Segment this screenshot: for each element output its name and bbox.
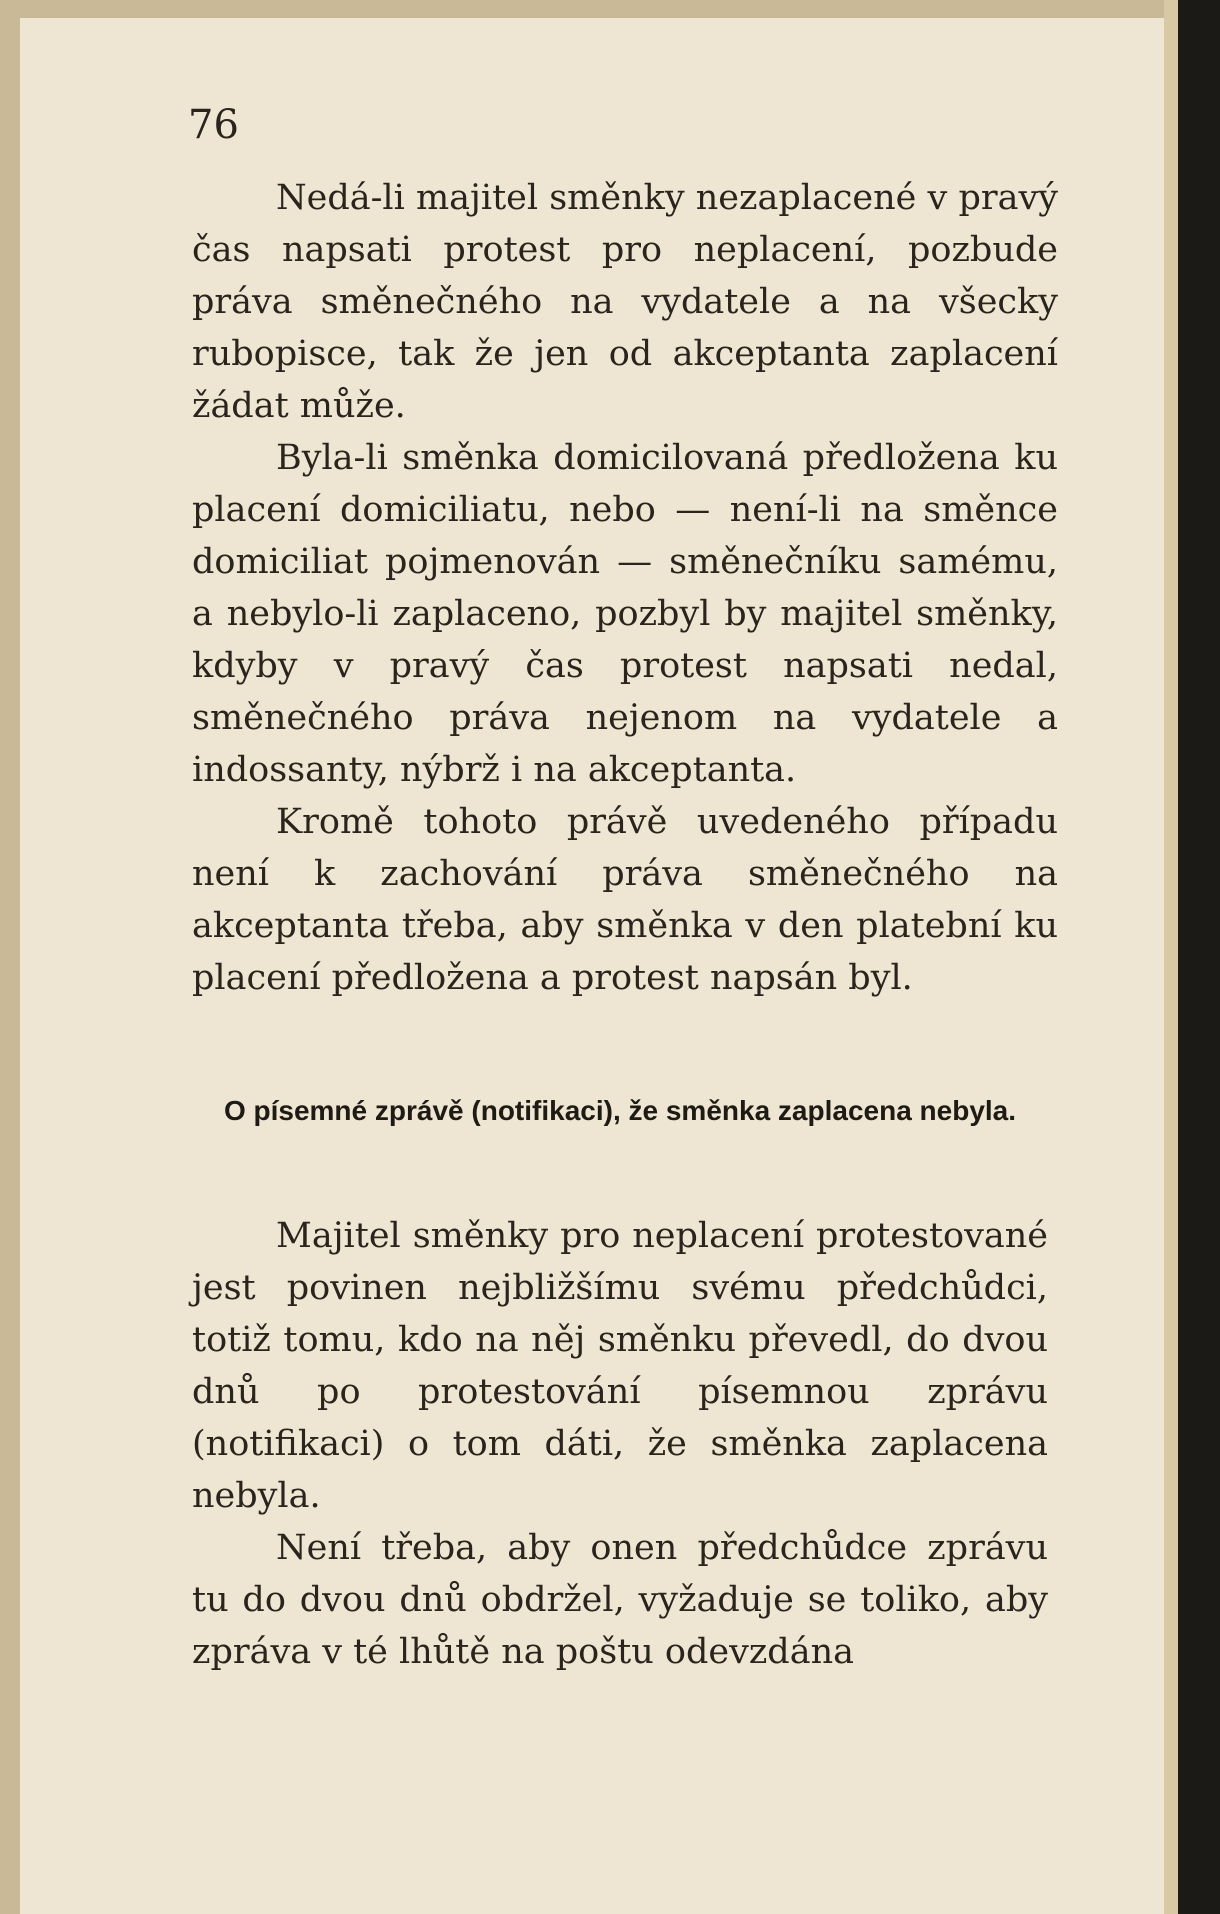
page-top-shadow bbox=[0, 0, 1220, 18]
paragraph: Nedá-li majitel směnky nezaplacené v pravý čas napsati protest pro neplacení, pozbude práva směnečného na vydatele a na všecky rubopisce, tak že jen od akceptanta zaplacení žádat může. bbox=[192, 178, 1058, 426]
page-number: 76 bbox=[188, 102, 239, 148]
paragraph: Kromě tohoto právě uvedeného případu není k zachování práva směnečného na akceptanta třeba, aby směnka v den platební ku placení předložena a protest napsán byl. bbox=[192, 802, 1058, 998]
page-left-shadow bbox=[0, 0, 20, 1914]
body-text-section-1 bbox=[192, 172, 1058, 1004]
section-heading: O písemné zprávě (notifikaci), že směnka zaplacena nebyla. bbox=[223, 1095, 1017, 1126]
paragraph: Majitel směnky pro neplacení protestované jest povinen nejbližšímu svému předchůdci, totiž tomu, kdo na něj směnku převedl, do dvou dnů po protestování písemnou zprávu (notifikaci) o tom dáti, že směnka zaplacena nebyla. bbox=[192, 1216, 1048, 1516]
body-text-section-2 bbox=[192, 1210, 1048, 1678]
binding-gutter bbox=[1178, 0, 1220, 1914]
paragraph: Byla-li směnka domicilovaná předložena ku placení domiciliatu, nebo — není-li na směnce domiciliat pojmenován — směnečníku samému, a nebylo-li zaplaceno, pozbyl by majitel směnky, kdyby v pravý čas protest napsati nedal, směnečného práva nejenom na vydatele a indossanty, nýbrž i na akceptanta. bbox=[192, 438, 1058, 790]
page-edge bbox=[1164, 0, 1178, 1914]
paragraph: Není třeba, aby onen předchůdce zprávu tu do dvou dnů obdržel, vyžaduje se toliko, aby zpráva v té lhůtě na poštu odevzdána bbox=[192, 1528, 1048, 1672]
